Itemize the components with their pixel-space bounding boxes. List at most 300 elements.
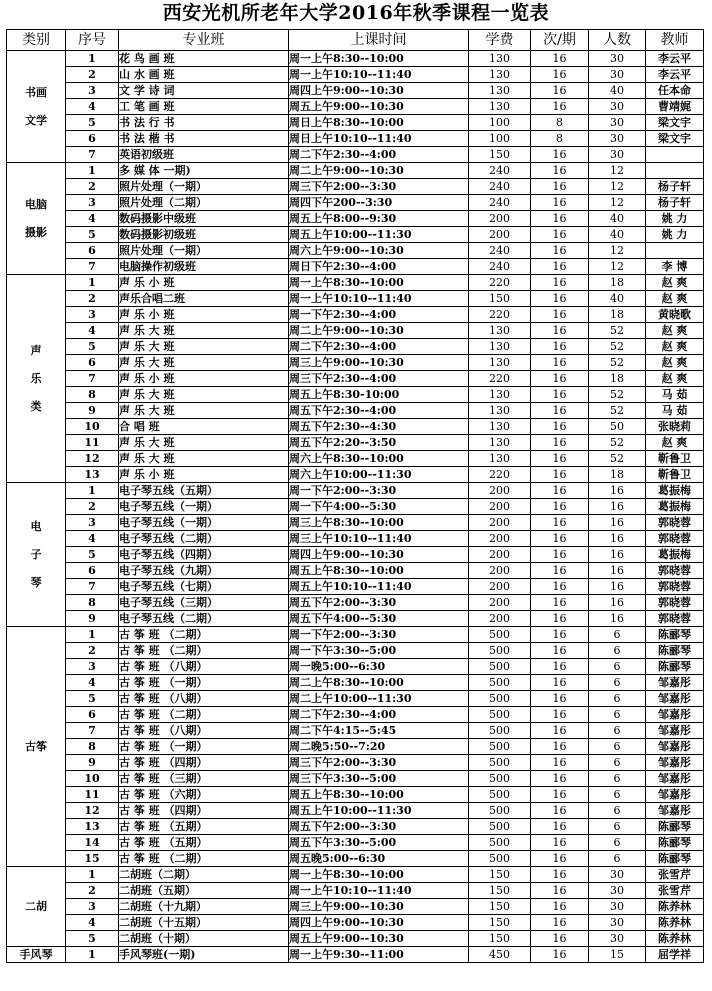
row-index: 2 [66, 499, 119, 515]
class-time: 周一上午10:10--11:40 [289, 291, 469, 307]
table-row [7, 931, 704, 947]
sessions: 16 [531, 243, 589, 259]
capacity: 6 [589, 771, 646, 787]
class-name: 声 乐 大 班 [119, 403, 289, 419]
class-time: 周日下午2:30--4:00 [289, 259, 469, 275]
capacity: 16 [589, 515, 646, 531]
row-index: 12 [66, 803, 119, 819]
sessions: 16 [531, 627, 589, 643]
sessions: 16 [531, 803, 589, 819]
sessions: 16 [531, 771, 589, 787]
table-row [7, 419, 704, 435]
class-time: 周三上午10:10--11:40 [289, 531, 469, 547]
class-time: 周一下午2:00--3:30 [289, 483, 469, 499]
class-time: 周二上午9:00--10:30 [289, 163, 469, 179]
class-time: 周五上午10:00--11:30 [289, 227, 469, 243]
row-index: 9 [66, 403, 119, 419]
row-index: 2 [66, 643, 119, 659]
tuition-fee: 130 [469, 419, 531, 435]
sessions: 16 [531, 611, 589, 627]
tuition-fee: 500 [469, 723, 531, 739]
tuition-fee: 130 [469, 451, 531, 467]
table-row [7, 627, 704, 643]
tuition-fee: 200 [469, 499, 531, 515]
class-time: 周四下午200--3:30 [289, 195, 469, 211]
row-index: 6 [66, 243, 119, 259]
header-fee: 学费 [469, 30, 531, 51]
class-time: 周六上午10:00--11:30 [289, 467, 469, 483]
tuition-fee: 130 [469, 51, 531, 67]
tuition-fee: 200 [469, 483, 531, 499]
table-row [7, 435, 704, 451]
row-index: 13 [66, 467, 119, 483]
row-index: 7 [66, 259, 119, 275]
class-name: 电子琴五线（四期） [119, 547, 289, 563]
category-cell: 电脑 摄影 [7, 163, 66, 275]
teacher: 郭晓蓉 [646, 579, 704, 595]
table-row [7, 99, 704, 115]
class-time: 周三下午3:30--5:00 [289, 771, 469, 787]
capacity: 6 [589, 627, 646, 643]
capacity: 6 [589, 723, 646, 739]
row-index: 4 [66, 675, 119, 691]
table-row [7, 595, 704, 611]
class-time: 周一下午2:00--3:30 [289, 627, 469, 643]
table-row [7, 851, 704, 867]
class-time: 周五下午3:30--5:00 [289, 835, 469, 851]
class-time: 周五上午10:10--11:40 [289, 579, 469, 595]
tuition-fee: 240 [469, 259, 531, 275]
sessions: 16 [531, 659, 589, 675]
capacity: 6 [589, 803, 646, 819]
tuition-fee: 150 [469, 867, 531, 883]
class-name: 古 筝 班 （三期） [119, 771, 289, 787]
page-title: 西安光机所老年大学2016年秋季课程一览表 [162, 2, 550, 24]
class-time: 周一上午10:10--11:40 [289, 67, 469, 83]
sessions: 16 [531, 547, 589, 563]
teacher: 靳鲁卫 [646, 467, 704, 483]
class-time: 周三上午9:00--10:30 [289, 355, 469, 371]
tuition-fee: 130 [469, 323, 531, 339]
class-time: 周五上午8:30--10:00 [289, 787, 469, 803]
capacity: 6 [589, 851, 646, 867]
tuition-fee: 450 [469, 947, 531, 963]
tuition-fee: 500 [469, 643, 531, 659]
row-index: 1 [66, 483, 119, 499]
capacity: 40 [589, 211, 646, 227]
teacher: 陈郦琴 [646, 835, 704, 851]
row-index: 3 [66, 659, 119, 675]
class-time: 周五上午9:00--10:30 [289, 99, 469, 115]
capacity: 15 [589, 947, 646, 963]
teacher: 邹嘉彤 [646, 707, 704, 723]
class-name: 声 乐 大 班 [119, 323, 289, 339]
capacity: 40 [589, 291, 646, 307]
table-row [7, 211, 704, 227]
table-row [7, 115, 704, 131]
class-name: 花 鸟 画 班 [119, 51, 289, 67]
teacher: 屈学祥 [646, 947, 704, 963]
capacity: 6 [589, 787, 646, 803]
class-name: 二胡班（十五期） [119, 915, 289, 931]
capacity: 30 [589, 67, 646, 83]
class-time: 周五下午2:00--3:30 [289, 819, 469, 835]
class-time: 周四上午9:00--10:30 [289, 547, 469, 563]
sessions: 16 [531, 947, 589, 963]
class-time: 周五上午8:00--9:30 [289, 211, 469, 227]
capacity: 52 [589, 387, 646, 403]
capacity: 12 [589, 195, 646, 211]
capacity: 52 [589, 323, 646, 339]
class-name: 照片处理（一期） [119, 179, 289, 195]
teacher: 葛振梅 [646, 547, 704, 563]
row-index: 9 [66, 755, 119, 771]
table-row [7, 531, 704, 547]
capacity: 12 [589, 179, 646, 195]
class-name: 声 乐 大 班 [119, 339, 289, 355]
table-row [7, 835, 704, 851]
tuition-fee: 240 [469, 163, 531, 179]
tuition-fee: 200 [469, 611, 531, 627]
capacity: 6 [589, 659, 646, 675]
sessions: 16 [531, 643, 589, 659]
sessions: 16 [531, 211, 589, 227]
capacity: 6 [589, 835, 646, 851]
teacher [646, 147, 704, 163]
sessions: 16 [531, 99, 589, 115]
sessions: 16 [531, 819, 589, 835]
table-row [7, 563, 704, 579]
sessions: 16 [531, 307, 589, 323]
teacher: 邹嘉彤 [646, 755, 704, 771]
table-row [7, 659, 704, 675]
teacher: 任本命 [646, 83, 704, 99]
class-time: 周二上午8:30--10:00 [289, 675, 469, 691]
tuition-fee: 150 [469, 291, 531, 307]
teacher [646, 243, 704, 259]
capacity: 16 [589, 579, 646, 595]
row-index: 1 [66, 867, 119, 883]
teacher: 葛振梅 [646, 499, 704, 515]
row-index: 5 [66, 547, 119, 563]
row-index: 1 [66, 163, 119, 179]
row-index: 10 [66, 771, 119, 787]
sessions: 16 [531, 867, 589, 883]
table-row [7, 339, 704, 355]
table-row [7, 195, 704, 211]
sessions: 16 [531, 323, 589, 339]
sessions: 16 [531, 931, 589, 947]
capacity: 50 [589, 419, 646, 435]
table-row [7, 547, 704, 563]
tuition-fee: 500 [469, 835, 531, 851]
row-index: 5 [66, 339, 119, 355]
sessions: 16 [531, 515, 589, 531]
class-name: 古 筝 班 （二期） [119, 707, 289, 723]
class-time: 周四上午9:00--10:30 [289, 915, 469, 931]
sessions: 8 [531, 131, 589, 147]
class-name: 声 乐 小 班 [119, 467, 289, 483]
capacity: 30 [589, 131, 646, 147]
table-row [7, 371, 704, 387]
tuition-fee: 500 [469, 851, 531, 867]
capacity: 16 [589, 547, 646, 563]
capacity: 6 [589, 707, 646, 723]
tuition-fee: 500 [469, 627, 531, 643]
row-index: 5 [66, 115, 119, 131]
tuition-fee: 200 [469, 227, 531, 243]
class-name: 古 筝 班 （八期） [119, 659, 289, 675]
row-index: 7 [66, 371, 119, 387]
tuition-fee: 240 [469, 243, 531, 259]
row-index: 4 [66, 915, 119, 931]
teacher: 邹嘉彤 [646, 675, 704, 691]
table-row [7, 803, 704, 819]
capacity: 6 [589, 819, 646, 835]
capacity: 30 [589, 915, 646, 931]
capacity: 40 [589, 83, 646, 99]
tuition-fee: 130 [469, 387, 531, 403]
table-row [7, 51, 704, 67]
header-index: 序号 [66, 30, 119, 51]
table-row [7, 243, 704, 259]
sessions: 16 [531, 163, 589, 179]
tuition-fee: 500 [469, 803, 531, 819]
class-time: 周三下午2:30--4:00 [289, 371, 469, 387]
class-name: 声 乐 小 班 [119, 275, 289, 291]
sessions: 16 [531, 739, 589, 755]
capacity: 30 [589, 899, 646, 915]
class-name: 古 筝 班 （五期） [119, 835, 289, 851]
class-name: 古 筝 班 （二期） [119, 627, 289, 643]
class-name: 合 唱 班 [119, 419, 289, 435]
sessions: 16 [531, 419, 589, 435]
teacher: 郭晓蓉 [646, 595, 704, 611]
class-name: 声 乐 小 班 [119, 307, 289, 323]
class-name: 书 法 楷 书 [119, 131, 289, 147]
table-row [7, 675, 704, 691]
row-index: 3 [66, 307, 119, 323]
category-cell: 手风琴 [7, 947, 66, 963]
tuition-fee: 240 [469, 179, 531, 195]
row-index: 5 [66, 931, 119, 947]
class-time: 周三上午9:00--10:30 [289, 899, 469, 915]
teacher: 赵 爽 [646, 435, 704, 451]
class-time: 周一上午10:10--11:40 [289, 883, 469, 899]
table-row [7, 915, 704, 931]
row-index: 7 [66, 147, 119, 163]
sessions: 8 [531, 115, 589, 131]
capacity: 12 [589, 259, 646, 275]
class-name: 山 水 画 班 [119, 67, 289, 83]
tuition-fee: 500 [469, 755, 531, 771]
row-index: 4 [66, 323, 119, 339]
class-time: 周五下午4:00--5:30 [289, 611, 469, 627]
teacher: 梁文宇 [646, 131, 704, 147]
sessions: 16 [531, 259, 589, 275]
class-name: 声 乐 大 班 [119, 435, 289, 451]
sessions: 16 [531, 675, 589, 691]
row-index: 2 [66, 883, 119, 899]
row-index: 4 [66, 531, 119, 547]
teacher: 陈郦琴 [646, 819, 704, 835]
capacity: 30 [589, 51, 646, 67]
class-time: 周三上午8:30--10:00 [289, 515, 469, 531]
header-sessions: 次/期 [531, 30, 589, 51]
category-cell: 古筝 [7, 627, 66, 867]
category-cell: 二胡 [7, 867, 66, 947]
table-row [7, 579, 704, 595]
tuition-fee: 220 [469, 467, 531, 483]
teacher: 郭晓蓉 [646, 563, 704, 579]
teacher: 姚 力 [646, 227, 704, 243]
table-row [7, 883, 704, 899]
class-time: 周五下午2:30--4:30 [289, 419, 469, 435]
class-name: 书 法 行 书 [119, 115, 289, 131]
capacity: 52 [589, 451, 646, 467]
class-time: 周五下午2:30--4:00 [289, 403, 469, 419]
class-time: 周二上午10:00--11:30 [289, 691, 469, 707]
teacher: 邹嘉彤 [646, 691, 704, 707]
class-name: 古 筝 班 （四期） [119, 755, 289, 771]
tuition-fee: 500 [469, 659, 531, 675]
tuition-fee: 500 [469, 819, 531, 835]
table-row [7, 467, 704, 483]
class-time: 周二晚5:50--7:20 [289, 739, 469, 755]
class-time: 周日上午8:30--10:00 [289, 115, 469, 131]
class-name: 英语初级班 [119, 147, 289, 163]
header-teacher: 教师 [646, 30, 704, 51]
teacher: 陈郦琴 [646, 643, 704, 659]
row-index: 8 [66, 739, 119, 755]
capacity: 16 [589, 531, 646, 547]
row-index: 1 [66, 275, 119, 291]
class-name: 古 筝 班 （八期） [119, 723, 289, 739]
table-row [7, 403, 704, 419]
teacher: 陈郦琴 [646, 851, 704, 867]
tuition-fee: 220 [469, 307, 531, 323]
header-class: 专业班 [119, 30, 289, 51]
teacher: 郭晓蓉 [646, 515, 704, 531]
capacity: 16 [589, 499, 646, 515]
row-index: 2 [66, 67, 119, 83]
row-index: 4 [66, 99, 119, 115]
capacity: 52 [589, 435, 646, 451]
teacher: 邹嘉彤 [646, 771, 704, 787]
teacher: 李云平 [646, 51, 704, 67]
row-index: 5 [66, 227, 119, 243]
sessions: 16 [531, 83, 589, 99]
row-index: 6 [66, 707, 119, 723]
table-row [7, 275, 704, 291]
sessions: 16 [531, 483, 589, 499]
class-time: 周二下午4:15--5:45 [289, 723, 469, 739]
class-name: 电子琴五线（三期） [119, 595, 289, 611]
teacher: 陈郦琴 [646, 627, 704, 643]
class-name: 古 筝 班 （一期） [119, 739, 289, 755]
header-capacity: 人数 [589, 30, 646, 51]
class-name: 二胡班（十期） [119, 931, 289, 947]
table-row [7, 355, 704, 371]
class-name: 古 筝 班 （六期） [119, 787, 289, 803]
row-index: 11 [66, 787, 119, 803]
class-name: 电子琴五线（一期） [119, 499, 289, 515]
sessions: 16 [531, 451, 589, 467]
row-index: 1 [66, 947, 119, 963]
class-time: 周二上午9:00--10:30 [289, 323, 469, 339]
class-name: 二胡班（五期） [119, 883, 289, 899]
row-index: 5 [66, 691, 119, 707]
tuition-fee: 130 [469, 99, 531, 115]
row-index: 7 [66, 723, 119, 739]
category-cell: 声 乐 类 [7, 275, 66, 483]
class-name: 电子琴五线（二期） [119, 531, 289, 547]
tuition-fee: 500 [469, 675, 531, 691]
teacher: 马 茹 [646, 403, 704, 419]
class-time: 周二下午2:30--4:00 [289, 707, 469, 723]
sessions: 16 [531, 467, 589, 483]
sessions: 16 [531, 275, 589, 291]
class-name: 手风琴班(一期) [119, 947, 289, 963]
table-row [7, 515, 704, 531]
table-row [7, 483, 704, 499]
teacher: 陈郦琴 [646, 659, 704, 675]
class-name: 电子琴五线（九期） [119, 563, 289, 579]
class-time: 周六上午9:00--10:30 [289, 243, 469, 259]
table-row [7, 227, 704, 243]
class-time: 周五上午8:30-10:00 [289, 387, 469, 403]
row-index: 15 [66, 851, 119, 867]
tuition-fee: 150 [469, 899, 531, 915]
row-index: 6 [66, 355, 119, 371]
class-time: 周四上午9:00--10:30 [289, 83, 469, 99]
table-row [7, 739, 704, 755]
table-row [7, 691, 704, 707]
class-name: 电子琴五线（一期） [119, 515, 289, 531]
course-table [6, 29, 704, 963]
table-row [7, 707, 704, 723]
row-index: 9 [66, 611, 119, 627]
teacher: 邹嘉彤 [646, 787, 704, 803]
tuition-fee: 150 [469, 931, 531, 947]
sessions: 16 [531, 595, 589, 611]
table-row [7, 131, 704, 147]
row-index: 3 [66, 83, 119, 99]
class-name: 电子琴五线（二期） [119, 611, 289, 627]
row-index: 6 [66, 131, 119, 147]
tuition-fee: 240 [469, 195, 531, 211]
table-row [7, 259, 704, 275]
row-index: 3 [66, 195, 119, 211]
capacity: 30 [589, 147, 646, 163]
table-row [7, 643, 704, 659]
table-row [7, 771, 704, 787]
tuition-fee: 200 [469, 563, 531, 579]
sessions: 16 [531, 787, 589, 803]
teacher: 黄晓歌 [646, 307, 704, 323]
table-row [7, 947, 704, 963]
teacher: 靳鲁卫 [646, 451, 704, 467]
header-category: 类别 [7, 30, 66, 51]
header-row [7, 30, 704, 51]
sessions: 16 [531, 499, 589, 515]
teacher: 马 茹 [646, 387, 704, 403]
row-index: 6 [66, 563, 119, 579]
header-time: 上课时间 [289, 30, 469, 51]
class-time: 周一下午2:30--4:00 [289, 307, 469, 323]
teacher: 陈养林 [646, 899, 704, 915]
tuition-fee: 150 [469, 147, 531, 163]
